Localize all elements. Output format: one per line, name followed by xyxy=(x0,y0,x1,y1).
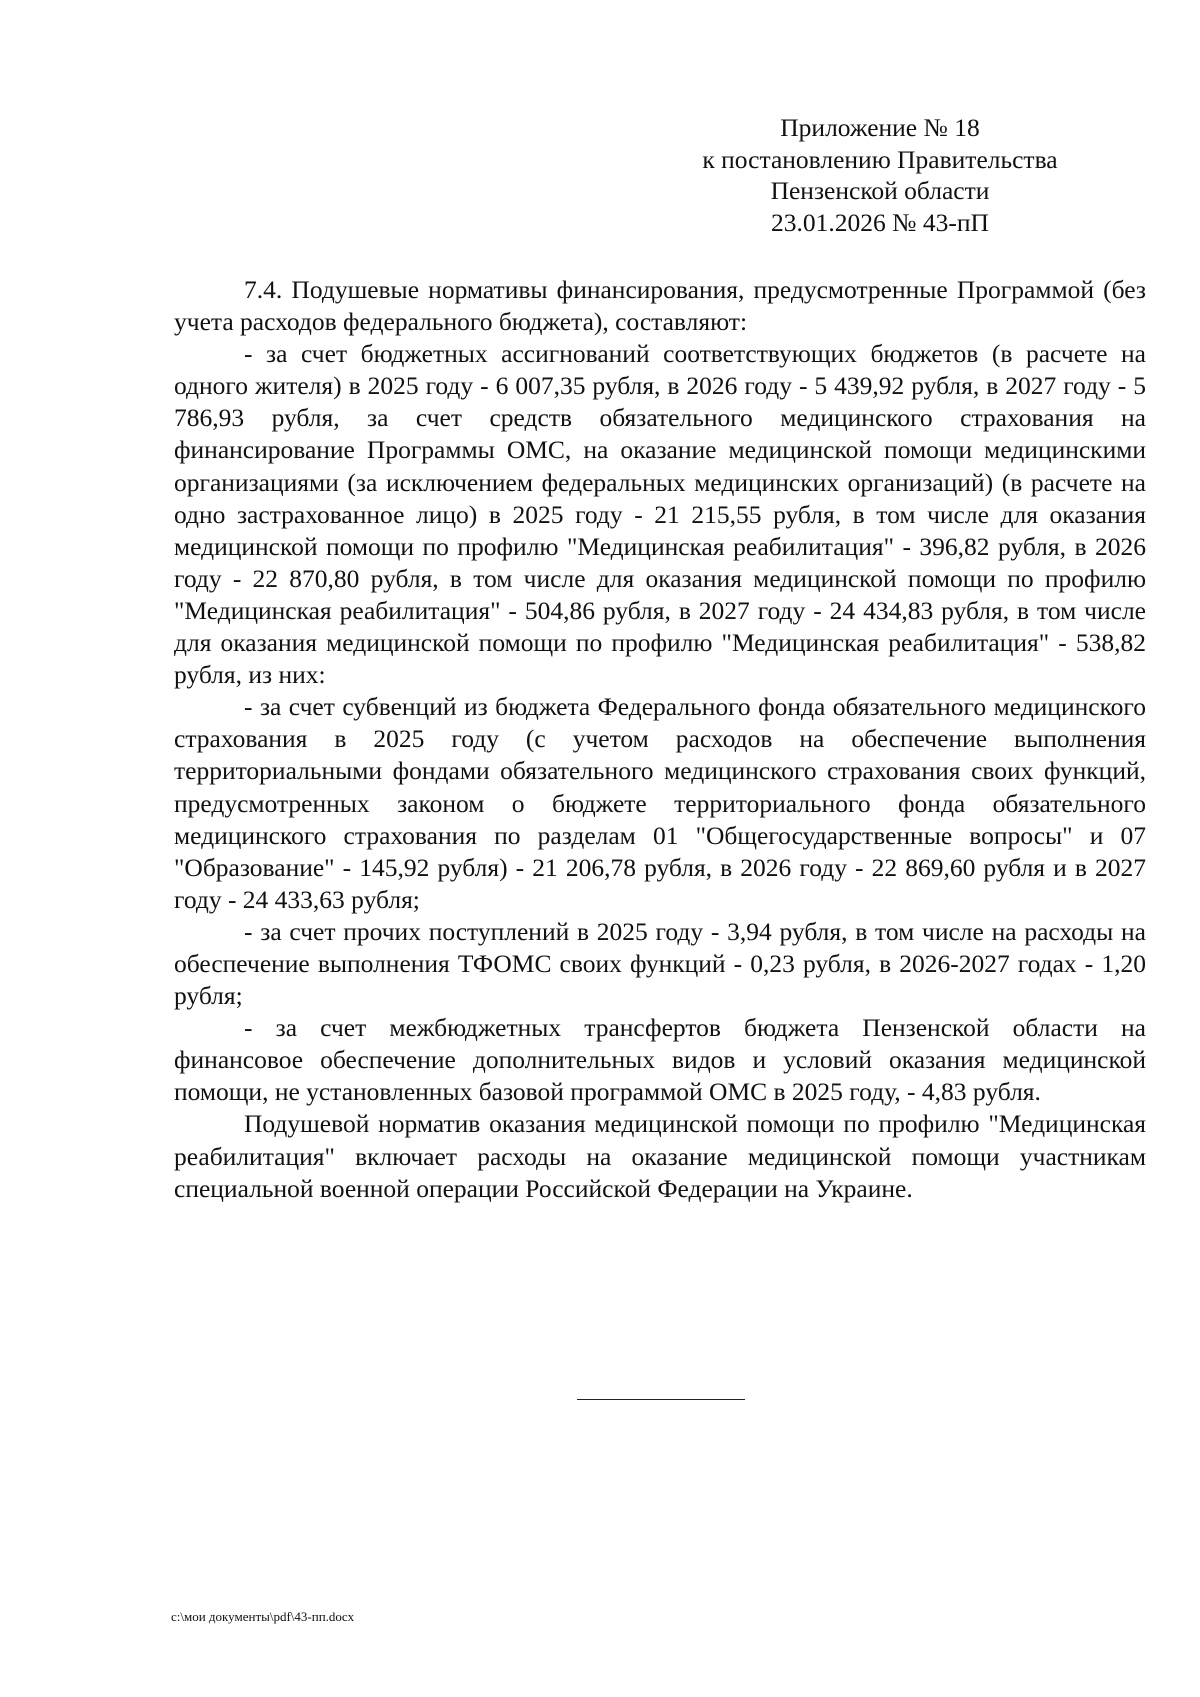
appendix-number: Приложение № 18 xyxy=(780,113,980,142)
paragraph-subventions: - за счет субвенций из бюджета Федерального фонда обязательного медицинского страхования в 2025 году (с учетом расходов на обеспечение выполнения территориальными фондами обязательного медицинского страхования своих функций, предусмотренных законом о бюджете территориального фонда обязательного медицинского страхования по разделам 01 "Общегосударственные вопросы" и 07 "Образование" - 145,92 рубля) - 21 206,78 рубля, в 2026 году - 22 869,60 рубля и в 2027 году - 24 433,63 рубля; xyxy=(174,692,1146,914)
appendix-header xyxy=(640,112,1120,238)
end-separator-line xyxy=(577,1399,745,1400)
file-path-footer: c:\мои документы\pdf\43-пп.docx xyxy=(171,1609,355,1624)
appendix-region: Пензенской области xyxy=(770,176,990,205)
paragraph-budget-allocations: - за счет бюджетных ассигнований соответствующих бюджетов (в расчете на одного жителя) в 2025 году - 6 007,35 рубля, в 2026 году - 5 439,92 рубля, в 2027 году - 5 786,93 рубля, за счет средств обязательного медицинского страхования на финансирование Программы ОМС, на оказание медицинской помощи медицинскими организациями (за исключением федеральных медицинских организаций) (в расчете на одно застрахованное лицо) в 2025 году - 21 215,55 рубля, в том числе для оказания медицинской помощи по профилю "Медицинская реабилитация" - 396,82 рубля, в 2026 году - 22 870,80 рубля, в том числе для оказания медицинской помощи по профилю "Медицинская реабилитация" - 504,86 рубля, в 2027 году - 24 434,83 рубля, в том числе для оказания медицинской помощи по профилю "Медицинская реабилитация" - 538,82 рубля, из них: xyxy=(174,339,1146,690)
paragraph-intro: 7.4. Подушевые нормативы финансирования, предусмотренные Программой (без учета расходов федерального бюджета), составляют: xyxy=(174,275,1146,337)
appendix-date-number: 23.01.2026 № 43-пП xyxy=(771,207,989,237)
appendix-resolution-ref: к постановлению Правительства xyxy=(702,144,1058,174)
document-body xyxy=(174,274,1146,1205)
paragraph-rehabilitation-norm: Подушевой норматив оказания медицинской помощи по профилю "Медицинская реабилитация" включает расходы на оказание медицинской помощи участникам специальной военной операции Российской Федерации на Украине. xyxy=(174,1109,1146,1203)
paragraph-other-receipts: - за счет прочих поступлений в 2025 году - 3,94 рубля, в том числе на расходы на обеспечение выполнения ТФОМС своих функций - 0,23 рубля, в 2026-2027 годах - 1,20 рубля; xyxy=(174,916,1146,1011)
paragraph-interbudget-transfers: - за счет межбюджетных трансфертов бюджета Пензенской области на финансовое обеспечение дополнительных видов и условий оказания медицинской помощи, не установленных базовой программой ОМС в 2025 году, - 4,83 рубля. xyxy=(174,1013,1146,1107)
